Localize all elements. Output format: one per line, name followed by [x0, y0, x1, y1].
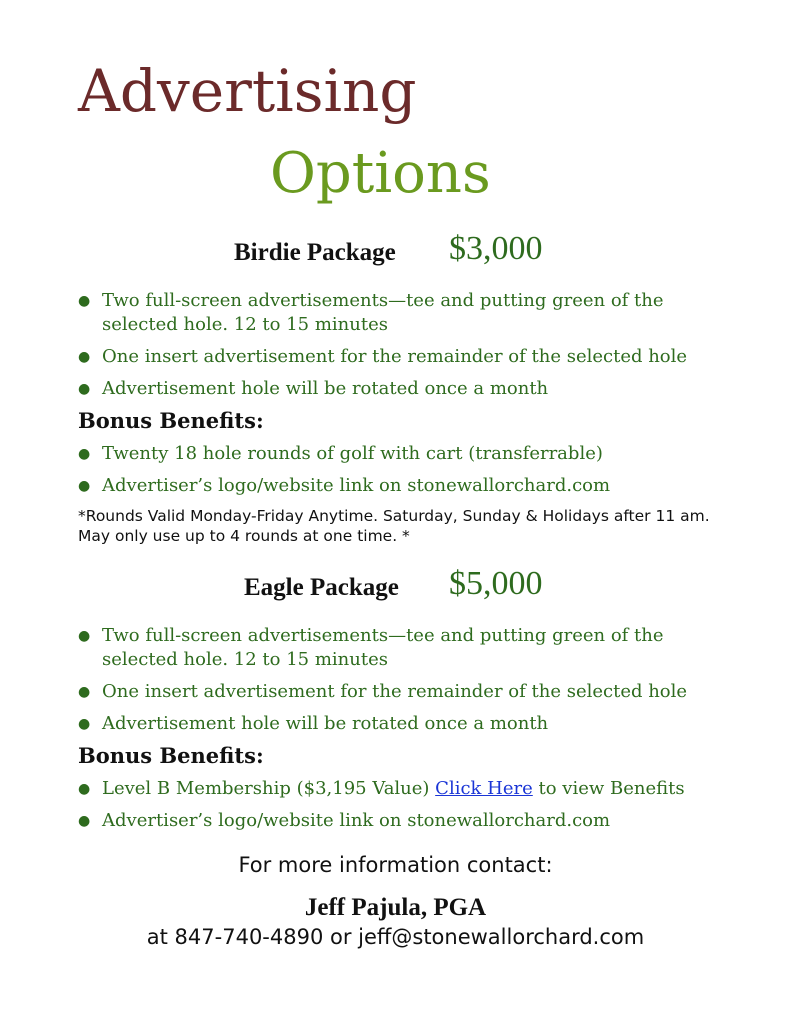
eagle-features-list	[78, 624, 778, 736]
birdie-feature-1-line2: selected hole. 12 to 15 minutes	[102, 314, 388, 335]
birdie-features-list	[78, 289, 778, 401]
birdie-feature-2-text: One insert advertisement for the remainder of the selected hole	[102, 346, 688, 367]
bullet-icon: ●	[78, 381, 91, 397]
birdie-feature-1	[78, 289, 778, 337]
birdie-feature-1-line1: Two full-screen advertisements—tee and putting green of the	[102, 290, 664, 311]
eagle-bonus-2	[78, 809, 778, 833]
eagle-feature-1	[78, 624, 778, 672]
title-advertising: Advertising	[78, 57, 417, 125]
bullet-icon: ●	[78, 446, 91, 462]
birdie-bonus-2	[78, 474, 778, 498]
birdie-feature-3-text: Advertisement hole will be rotated once a month	[102, 378, 549, 399]
eagle-bonus-2-text: Advertiser’s logo/website link on stonewallorchard.com	[102, 810, 611, 831]
bullet-icon: ●	[78, 293, 91, 309]
contact-name: Jeff Pajula, PGA	[304, 894, 487, 921]
birdie-feature-2	[78, 345, 778, 369]
birdie-package-price: $3,000	[449, 230, 543, 267]
bullet-icon: ●	[78, 684, 91, 700]
birdie-bonus-list	[78, 442, 778, 498]
rounds-validity-note: *Rounds Valid Monday-Friday Anytime. Saturday, Sunday & Holidays after 11 am. May only use up to 4 rounds at one time. *	[78, 507, 710, 545]
birdie-bonus-1	[78, 442, 778, 466]
eagle-bonus-1	[78, 777, 778, 801]
eagle-package-price: $5,000	[449, 565, 543, 602]
eagle-feature-3	[78, 712, 778, 736]
bullet-icon: ●	[78, 478, 91, 494]
bullet-icon: ●	[78, 349, 91, 365]
eagle-bonus-membership-suffix: to view Benefits	[532, 778, 685, 799]
eagle-bonus-list	[78, 777, 778, 833]
eagle-feature-3-text: Advertisement hole will be rotated once a month	[102, 713, 549, 734]
bullet-icon: ●	[78, 716, 91, 732]
bullet-icon: ●	[78, 813, 91, 829]
eagle-feature-2-text: One insert advertisement for the remainder of the selected hole	[102, 681, 688, 702]
birdie-bonus-2-text: Advertiser’s logo/website link on stonewallorchard.com	[102, 475, 611, 496]
bullet-icon: ●	[78, 628, 91, 644]
birdie-bonus-1-text: Twenty 18 hole rounds of golf with cart (transferrable)	[102, 443, 603, 464]
eagle-package-name: Eagle Package	[244, 574, 399, 601]
eagle-bonus-membership-text: Level B Membership ($3,195 Value)	[102, 778, 436, 799]
contact-details: at 847-740-4890 or jeff@stonewallorchard.com	[146, 925, 645, 949]
eagle-feature-2	[78, 680, 778, 704]
contact-heading: For more information contact:	[238, 853, 553, 877]
eagle-bonus-heading: Bonus Benefits:	[78, 743, 264, 768]
birdie-feature-3	[78, 377, 778, 401]
bullet-icon: ●	[78, 781, 91, 797]
eagle-feature-1-line1: Two full-screen advertisements—tee and putting green of the	[102, 625, 664, 646]
title-options: Options	[270, 141, 491, 206]
birdie-package-name: Birdie Package	[234, 239, 396, 266]
eagle-feature-1-line2: selected hole. 12 to 15 minutes	[102, 649, 388, 670]
birdie-bonus-heading: Bonus Benefits:	[78, 408, 264, 433]
click-here-link[interactable]: Click Here	[435, 778, 533, 799]
